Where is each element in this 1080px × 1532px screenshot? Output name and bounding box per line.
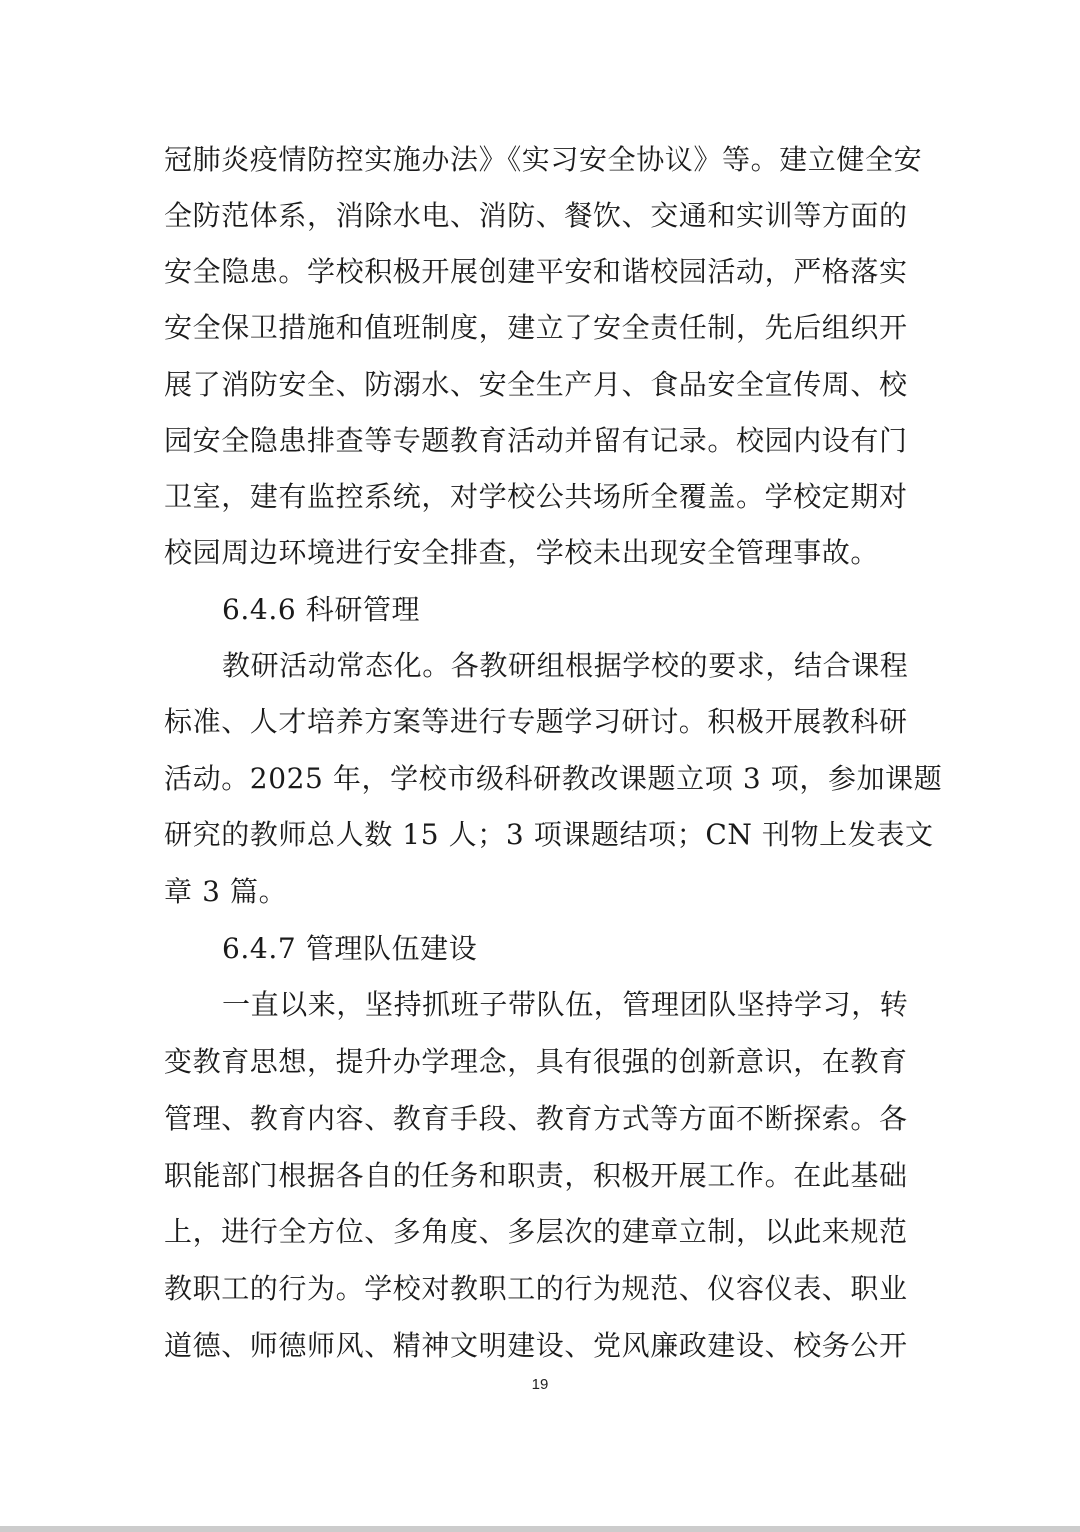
text-line: 冠肺炎疫情防控实施办法》《实习安全协议》等。建立健全安 xyxy=(164,143,923,176)
page-separator xyxy=(0,1526,1080,1532)
text-line: 园安全隐患排查等专题教育活动并留有记录。校园内设有门 xyxy=(164,424,908,457)
text-line: 校园周边环境进行安全排查，学校未出现安全管理事故。 xyxy=(164,536,880,569)
text-line: 展了消防安全、防溺水、安全生产月、食品安全宣传周、校 xyxy=(164,368,908,401)
section-heading-research: 6.4.6 科研管理 xyxy=(222,593,421,626)
text-line: 安全隐患。学校积极开展创建平安和谐校园活动，严格落实 xyxy=(164,255,908,288)
section-heading-management-team: 6.4.7 管理队伍建设 xyxy=(222,932,478,965)
page-number: 19 xyxy=(531,1376,549,1393)
text-line: 道德、师德师风、精神文明建设、党风廉政建设、校务公开 xyxy=(164,1329,908,1362)
text-line: 活动。2025 年，学校市级科研教改课题立项 3 项，参加课题 xyxy=(164,762,943,795)
text-line: 上，进行全方位、多角度、多层次的建章立制，以此来规范 xyxy=(164,1215,908,1248)
text-line: 管理、教育内容、教育手段、教育方式等方面不断探索。各 xyxy=(164,1102,908,1135)
text-line: 教职工的行为。学校对教职工的行为规范、仪容仪表、职业 xyxy=(164,1272,908,1305)
text-line: 教研活动常态化。各教研组根据学校的要求，结合课程 xyxy=(222,649,909,682)
text-line: 一直以来，坚持抓班子带队伍，管理团队坚持学习，转 xyxy=(222,988,909,1021)
text-line: 章 3 篇。 xyxy=(164,875,288,908)
text-line: 变教育思想，提升办学理念，具有很强的创新意识，在教育 xyxy=(164,1045,908,1078)
text-line: 研究的教师总人数 15 人；3 项课题结项；CN 刊物上发表文 xyxy=(164,818,934,851)
text-line: 职能部门根据各自的任务和职责，积极开展工作。在此基础 xyxy=(164,1159,908,1192)
text-line: 标准、人才培养方案等进行专题学习研讨。积极开展教科研 xyxy=(164,705,908,738)
text-line: 卫室，建有监控系统，对学校公共场所全覆盖。学校定期对 xyxy=(164,480,908,513)
text-line: 全防范体系，消除水电、消防、餐饮、交通和实训等方面的 xyxy=(164,199,908,232)
text-line: 安全保卫措施和值班制度，建立了安全责任制，先后组织开 xyxy=(164,311,908,344)
